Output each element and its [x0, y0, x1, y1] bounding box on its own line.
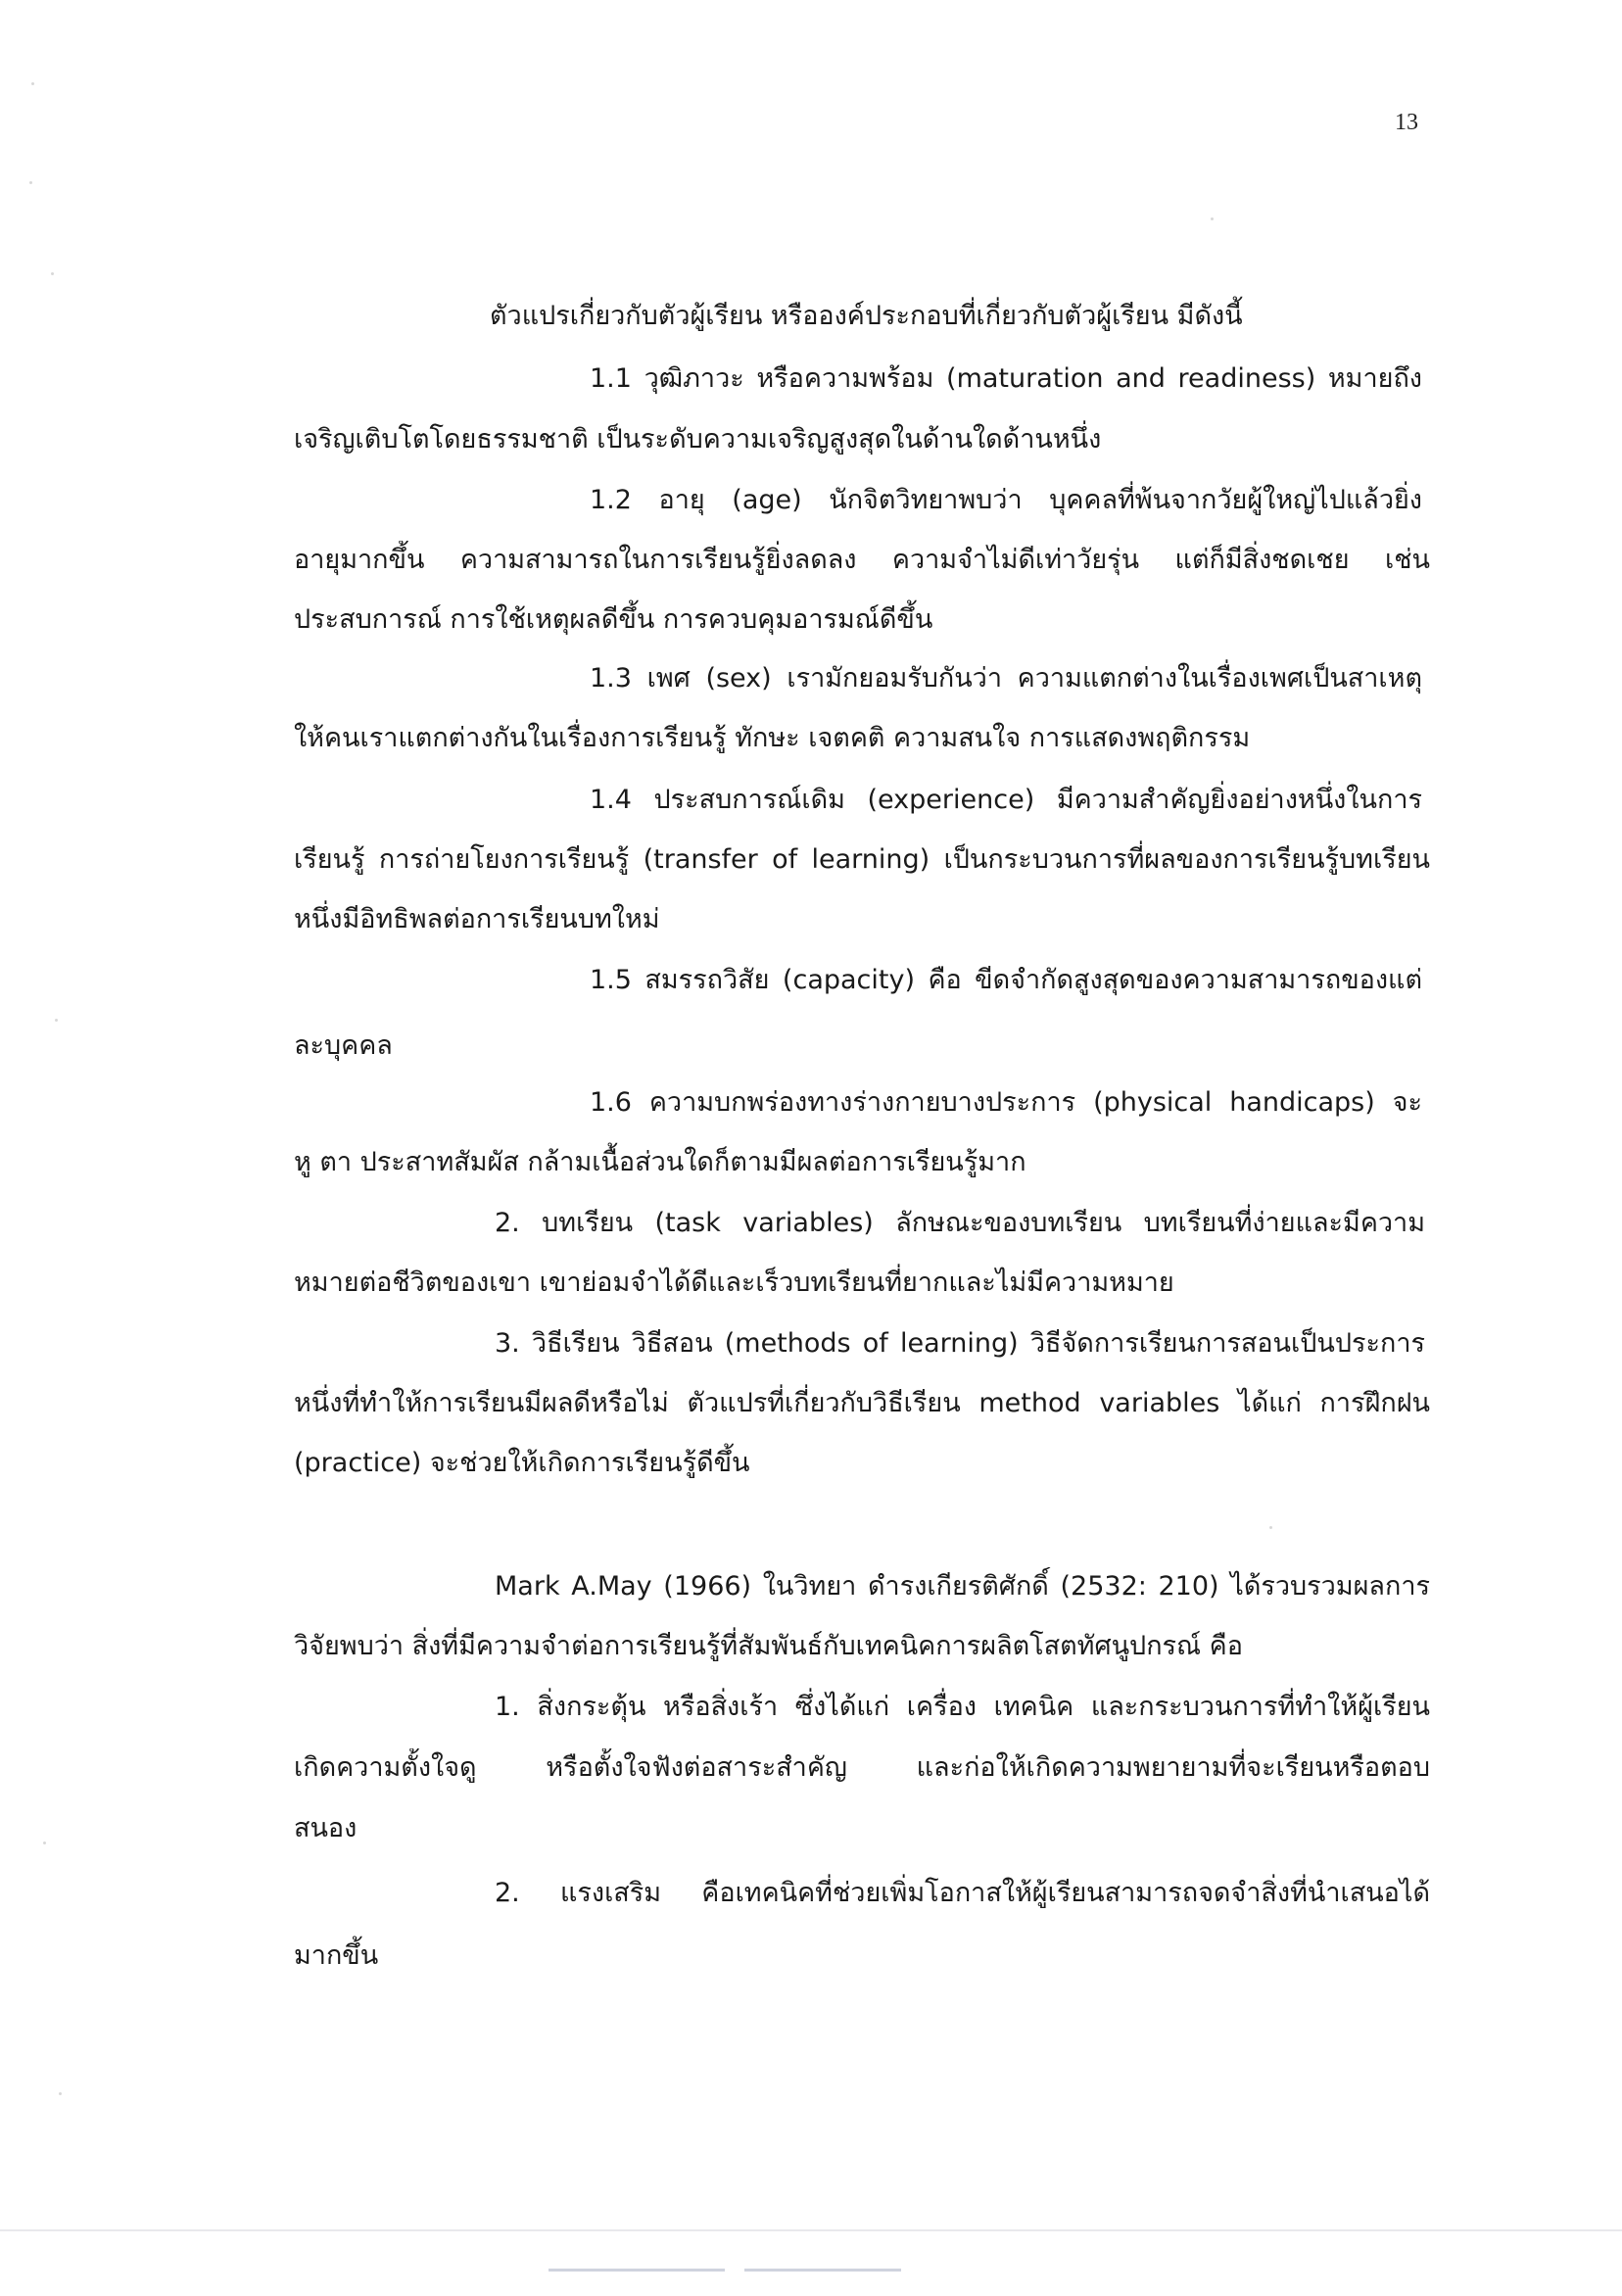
paragraph-line: 1.5 สมรรถวิสัย (capacity) คือ ขีดจำกัดสูงสุดของความสามารถของแต่	[590, 965, 1422, 995]
paragraph-line: หนึ่งมีอิทธิพลต่อการเรียนบทใหม่	[294, 904, 660, 934]
scan-artifact	[1269, 1526, 1272, 1529]
paragraph-line: 1.2 อายุ (age) นักจิตวิทยาพบว่า บุคคลที่พ้นจากวัยผู้ใหญ่ไปแล้วยิ่ง	[590, 485, 1422, 515]
paragraph-line: (practice) จะช่วยให้เกิดการเรียนรู้ดีขึ้น	[294, 1448, 750, 1478]
paragraph-line: 1.4 ประสบการณ์เดิม (experience) มีความสำคัญยิ่งอย่างหนึ่งในการ	[590, 785, 1422, 815]
paragraph-line: เรียนรู้ การถ่ายโยงการเรียนรู้ (transfer of learning) เป็นกระบวนการที่ผลของการเรียนรู้บทเรียน	[294, 844, 1430, 875]
section-heading: ตัวแปรเกี่ยวกับตัวผู้เรียน หรือองค์ประกอบที่เกี่ยวกับตัวผู้เรียน มีดังนี้	[490, 301, 1243, 331]
scan-artifact	[55, 1019, 58, 1022]
paragraph-line: อายุมากขึ้น ความสามารถในการเรียนรู้ยิ่งลดลง ความจำไม่ดีเท่าวัยรุ่น แต่ก็มีสิ่งชดเชย เช่น	[294, 545, 1430, 575]
paragraph-line: 2. แรงเสริม คือเทคนิคที่ช่วยเพิ่มโอกาสให้ผู้เรียนสามารถจดจำสิ่งที่นำเสนอได้	[495, 1878, 1430, 1908]
scan-artifact	[43, 1842, 46, 1844]
scan-artifact	[549, 2269, 725, 2272]
paragraph-line: หมายต่อชีวิตของเขา เขาย่อมจำได้ดีและเร็วบทเรียนที่ยากและไม่มีความหมาย	[294, 1268, 1174, 1298]
scan-artifact	[59, 2092, 62, 2095]
paragraph-line: 3. วิธีเรียน วิธีสอน (methods of learning) วิธีจัดการเรียนการสอนเป็นประการ	[495, 1328, 1425, 1359]
paragraph-line: หนึ่งที่ทำให้การเรียนมีผลดีหรือไม่ ตัวแปรที่เกี่ยวกับวิธีเรียน method variables ได้แก่ การฝึกฝน	[294, 1388, 1430, 1418]
paragraph-line: มากขึ้น	[294, 1940, 379, 1971]
paragraph-line: ให้คนเราแตกต่างกันในเรื่องการเรียนรู้ ทักษะ เจตคติ ความสนใจ การแสดงพฤติกรรม	[294, 723, 1251, 753]
paragraph-line: สนอง	[294, 1813, 358, 1843]
scan-artifact	[31, 82, 34, 85]
paragraph-line: หู ตา ประสาทสัมผัส กล้ามเนื้อส่วนใดก็ตามมีผลต่อการเรียนรู้มาก	[294, 1147, 1026, 1177]
paragraph-line: เจริญเติบโตโดยธรรมชาติ เป็นระดับความเจริญสูงสุดในด้านใดด้านหนึ่ง	[294, 424, 1102, 454]
scan-artifact	[1211, 217, 1214, 220]
paragraph-line: 1. สิ่งกระตุ้น หรือสิ่งเร้า ซึ่งได้แก่ เครื่อง เทคนิค และกระบวนการที่ทำให้ผู้เรียน	[495, 1692, 1430, 1722]
paragraph-line: 2. บทเรียน (task variables) ลักษณะของบทเรียน บทเรียนที่ง่ายและมีความ	[495, 1208, 1425, 1238]
scan-artifact	[51, 272, 54, 275]
scan-artifact	[29, 181, 32, 184]
paragraph-line: ประสบการณ์ การใช้เหตุผลดีขึ้น การควบคุมอารมณ์ดีขึ้น	[294, 604, 933, 635]
paragraph-line: Mark A.May (1966) ในวิทยา ดำรงเกียรติศักดิ์ (2532: 210) ได้รวบรวมผลการ	[495, 1571, 1430, 1602]
scan-edge-line	[0, 2229, 1622, 2231]
paragraph-line: 1.6 ความบกพร่องทางร่างกายบางประการ (physical handicaps) จะ	[590, 1087, 1422, 1118]
paragraph-line: 1.1 วุฒิภาวะ หรือความพร้อม (maturation and readiness) หมายถึง	[590, 363, 1422, 394]
paragraph-line: ละบุคคล	[294, 1030, 393, 1061]
scan-artifact	[744, 2269, 901, 2272]
paragraph-line: เกิดความตั้งใจดู หรือตั้งใจฟังต่อสาระสำคัญ และก่อให้เกิดความพยายามที่จะเรียนหรือตอบ	[294, 1752, 1430, 1783]
page-number: 13	[1395, 110, 1418, 135]
paragraph-line: 1.3 เพศ (sex) เรามักยอมรับกันว่า ความแตกต่างในเรื่องเพศเป็นสาเหตุ	[590, 663, 1422, 694]
paragraph-line: วิจัยพบว่า สิ่งที่มีความจำต่อการเรียนรู้ที่สัมพันธ์กับเทคนิคการผลิตโสตทัศนูปกรณ์ คือ	[294, 1631, 1243, 1661]
